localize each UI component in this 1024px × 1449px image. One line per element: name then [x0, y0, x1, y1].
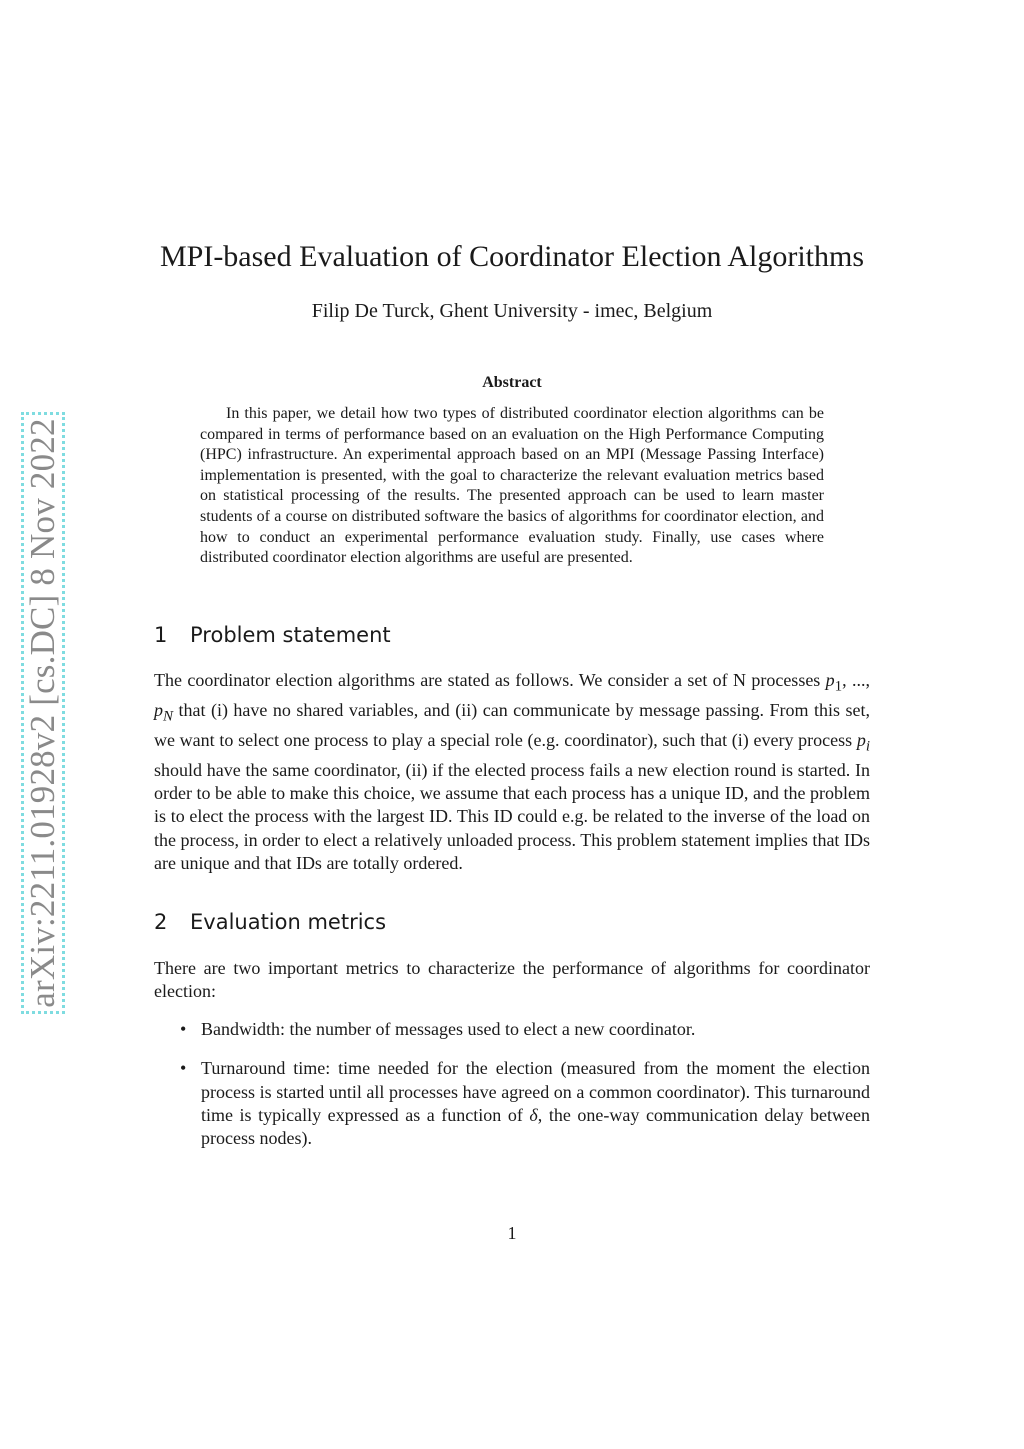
list-item — [154, 1018, 870, 1041]
metrics-list — [154, 1018, 870, 1166]
section-heading-evaluation-metrics — [154, 910, 386, 934]
page-number: 1 — [507, 1223, 517, 1243]
section-heading-problem-statement — [154, 623, 391, 647]
abstract-body: In this paper, we detail how two types of distributed coordinator election algorithms can be compared in terms of performance based on an evaluation on the High Performance Computing (HPC) infrastructure. An experimental approach based on an MPI (Message Passing Interface) implementation is presented, with the goal to characterize the relevant evaluation metrics based on statistical processing of the results. The presented approach can be used to learn master students of a course on distributed software the basics of algorithms for coordinator election, and how to conduct an experimental performance evaluation study. Finally, use cases where distributed coordinator election algorithms are useful are presented. — [200, 405, 824, 567]
section-number: 2 — [154, 910, 168, 934]
metric-turnaround-time: Turnaround time: time needed for the election (measured from the moment the election process is started until all processes have agreed on a common coordinator). This turnaround time is typically expressed as a function of δ, the one-way communication delay between process nodes). — [201, 1058, 870, 1149]
section-title: Evaluation metrics — [190, 910, 387, 934]
section-title: Problem statement — [190, 623, 391, 647]
list-item — [154, 1057, 870, 1150]
metric-bandwidth: Bandwidth: the number of messages used to elect a new coordinator. — [201, 1019, 696, 1039]
section-number: 1 — [154, 623, 168, 647]
evaluation-metrics-intro: There are two important metrics to characterize the performance of algorithms for coordinator election: — [154, 958, 870, 1002]
paper-title: MPI-based Evaluation of Coordinator Election Algorithms — [159, 240, 865, 273]
author-line: Filip De Turck, Ghent University - imec, Belgium — [311, 300, 713, 322]
arxiv-stamp: arXiv:2211.01928v2 [cs.DC] 8 Nov 2022 — [23, 418, 62, 1008]
bullet-icon: • — [180, 1058, 187, 1079]
bullet-icon: • — [180, 1019, 187, 1039]
abstract-heading: Abstract — [482, 374, 542, 391]
problem-statement-paragraph: The coordinator election algorithms are stated as follows. We consider a set of N processes $p_1$, ..., $p_N$ that (i) have no shared variables, and (ii) can communicate by message passing. From this set, we want to select one process to play a special role (e.g. coordinator), such that (i) every process $p_i$ should have the same coordinator, (ii) if the elected process fails a new election round is started. In order to be able to make this choice, we assume that each process has a unique ID, and the problem is to elect the process with the largest ID. This ID could e.g. be related to the inverse of the load on the process, in order to elect a relatively unloaded process. This problem statement implies that IDs are unique and that IDs are totally ordered. — [154, 670, 870, 873]
